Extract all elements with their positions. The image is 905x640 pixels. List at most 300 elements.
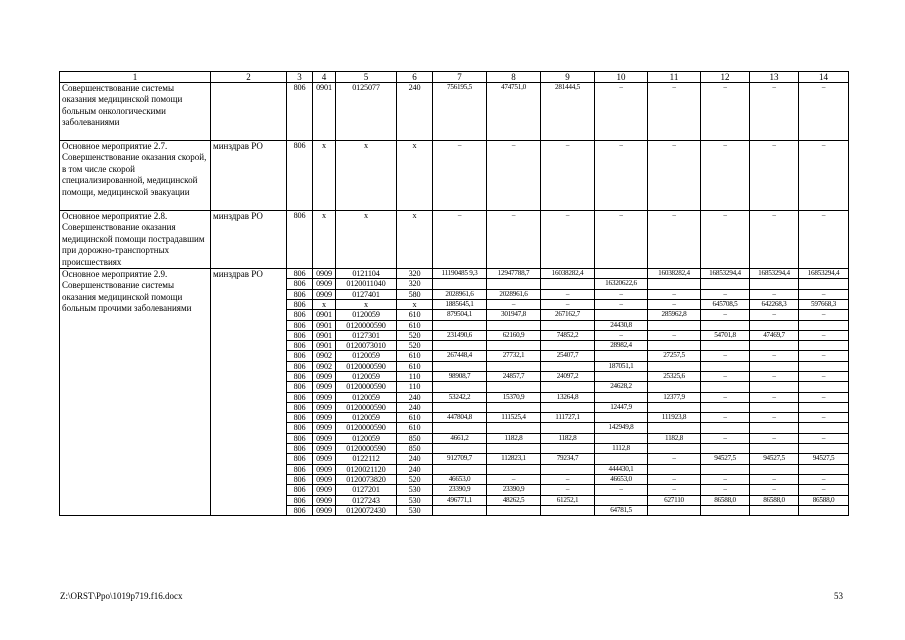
value-cell: – (595, 330, 648, 340)
value-cell: – (648, 485, 701, 495)
header-cell: 9 (541, 72, 595, 83)
value-cell (750, 423, 799, 433)
value-cell: 627110 (648, 495, 701, 505)
value-cell: 62160,9 (487, 330, 541, 340)
value-cell: – (799, 211, 849, 269)
table-body (60, 72, 849, 516)
value-cell: 24097,2 (541, 372, 595, 382)
code-cell: 320 (397, 279, 433, 289)
value-cell: 142949,8 (595, 423, 648, 433)
value-cell (750, 320, 799, 330)
value-cell (433, 320, 487, 330)
code-cell: 806 (287, 464, 313, 474)
value-cell: 16853294,4 (750, 269, 799, 279)
code-cell: 0120072430 (336, 505, 397, 515)
header-cell: 4 (313, 72, 336, 83)
value-cell: – (750, 310, 799, 320)
value-cell (433, 341, 487, 351)
code-cell: 520 (397, 474, 433, 484)
code-cell: 0909 (313, 495, 336, 505)
value-cell: 74852,2 (541, 330, 595, 340)
code-cell: 0120059 (336, 310, 397, 320)
value-cell: 24628,2 (595, 382, 648, 392)
value-cell (648, 444, 701, 454)
measure-description: Основное мероприятие 2.7. Совершенствование оказания скорой, в том числе скорой специализированной, медицинской помощи, медицинской эвакуации (60, 141, 211, 211)
code-cell: 806 (287, 423, 313, 433)
code-cell: 530 (397, 485, 433, 495)
value-cell: – (648, 289, 701, 299)
value-cell: 16038282,4 (541, 269, 595, 279)
code-cell: 610 (397, 320, 433, 330)
code-cell: 806 (287, 351, 313, 361)
value-cell: 23390,9 (487, 485, 541, 495)
value-cell (750, 361, 799, 371)
value-cell: 267162,7 (541, 310, 595, 320)
value-cell: 474751,0 (487, 83, 541, 141)
value-cell (648, 464, 701, 474)
code-cell: 0120011040 (336, 279, 397, 289)
value-cell: – (750, 392, 799, 402)
header-cell: 6 (397, 72, 433, 83)
value-cell: – (799, 141, 849, 211)
value-cell: – (648, 211, 701, 269)
executor: минздрав РО (211, 269, 287, 516)
value-cell (595, 351, 648, 361)
value-cell (648, 320, 701, 330)
value-cell: 48262,5 (487, 495, 541, 505)
value-cell (541, 505, 595, 515)
code-cell: 806 (287, 320, 313, 330)
code-cell: 0125077 (336, 83, 397, 141)
code-cell: 0909 (313, 392, 336, 402)
value-cell: – (701, 485, 750, 495)
value-cell: 25325,6 (648, 372, 701, 382)
value-cell: – (433, 211, 487, 269)
value-cell: 47469,7 (750, 330, 799, 340)
code-cell: 0127301 (336, 330, 397, 340)
code-cell: 0120000590 (336, 402, 397, 412)
value-cell: – (433, 141, 487, 211)
value-cell (648, 402, 701, 412)
value-cell: – (799, 351, 849, 361)
code-cell: 0909 (313, 372, 336, 382)
value-cell: 285962,8 (648, 310, 701, 320)
value-cell (433, 402, 487, 412)
value-cell: 912709,7 (433, 454, 487, 464)
value-cell: – (487, 141, 541, 211)
code-cell: 0902 (313, 361, 336, 371)
value-cell: 86588,0 (701, 495, 750, 505)
value-cell (433, 464, 487, 474)
code-cell: 0120000590 (336, 444, 397, 454)
header-cell: 1 (60, 72, 211, 83)
value-cell (701, 320, 750, 330)
code-cell: 610 (397, 413, 433, 423)
value-cell: 111525,4 (487, 413, 541, 423)
code-cell: 110 (397, 372, 433, 382)
code-cell: 0122112 (336, 454, 397, 464)
value-cell: 281444,5 (541, 83, 595, 141)
value-cell (750, 505, 799, 515)
footer-file-path: Z:\ORST\Ppo\1019p719.f16.docx (60, 591, 183, 601)
value-cell (487, 361, 541, 371)
code-cell: 0901 (313, 341, 336, 351)
value-cell (433, 505, 487, 515)
value-cell: 645708,5 (701, 299, 750, 309)
value-cell (541, 402, 595, 412)
value-cell (541, 464, 595, 474)
value-cell: – (750, 211, 799, 269)
header-cell: 12 (701, 72, 750, 83)
value-cell (750, 464, 799, 474)
code-cell: 0120059 (336, 351, 397, 361)
value-cell: – (648, 83, 701, 141)
code-cell: 0120000590 (336, 361, 397, 371)
value-cell: – (487, 299, 541, 309)
value-cell: – (701, 83, 750, 141)
code-cell: х (313, 141, 336, 211)
value-cell (487, 402, 541, 412)
value-cell: – (701, 372, 750, 382)
value-cell (648, 382, 701, 392)
code-cell: х (336, 141, 397, 211)
code-cell: 806 (287, 505, 313, 515)
value-cell: – (541, 474, 595, 484)
value-cell (595, 454, 648, 464)
value-cell (799, 423, 849, 433)
value-cell (799, 402, 849, 412)
code-cell: х (397, 299, 433, 309)
value-cell: – (750, 474, 799, 484)
value-cell: 53242,2 (433, 392, 487, 402)
value-cell (750, 382, 799, 392)
value-cell: 46653,0 (433, 474, 487, 484)
value-cell (799, 320, 849, 330)
value-cell (487, 382, 541, 392)
header-row (60, 72, 849, 83)
table-row (60, 141, 849, 211)
value-cell: – (750, 83, 799, 141)
value-cell (750, 341, 799, 351)
value-cell: – (750, 289, 799, 299)
value-cell (701, 402, 750, 412)
code-cell: 806 (287, 330, 313, 340)
value-cell (595, 495, 648, 505)
header-cell: 8 (487, 72, 541, 83)
value-cell: 4661,2 (433, 433, 487, 443)
code-cell: 850 (397, 444, 433, 454)
value-cell (541, 320, 595, 330)
code-cell: 0909 (313, 289, 336, 299)
value-cell (750, 279, 799, 289)
value-cell: 879504,1 (433, 310, 487, 320)
code-cell: 520 (397, 341, 433, 351)
value-cell: 756195,5 (433, 83, 487, 141)
code-cell: 806 (287, 279, 313, 289)
value-cell (750, 402, 799, 412)
value-cell: – (799, 289, 849, 299)
code-cell: 0120059 (336, 372, 397, 382)
value-cell (541, 361, 595, 371)
value-cell (487, 423, 541, 433)
code-cell: 530 (397, 505, 433, 515)
value-cell: 16853294,4 (701, 269, 750, 279)
measure-description: Совершенствование системы оказания медицинской помощи больным онкологическими заболеваниями (60, 83, 211, 141)
code-cell: 806 (287, 299, 313, 309)
value-cell: 94527,5 (701, 454, 750, 464)
value-cell (595, 310, 648, 320)
value-cell (487, 279, 541, 289)
value-cell (701, 361, 750, 371)
value-cell: 1182,8 (487, 433, 541, 443)
value-cell: 111923,8 (648, 413, 701, 423)
code-cell: 806 (287, 83, 313, 141)
code-cell: 0909 (313, 279, 336, 289)
value-cell: – (750, 141, 799, 211)
header-cell: 14 (799, 72, 849, 83)
code-cell: 520 (397, 330, 433, 340)
code-cell: 806 (287, 361, 313, 371)
value-cell: 25407,7 (541, 351, 595, 361)
value-cell: – (750, 351, 799, 361)
value-cell (433, 361, 487, 371)
code-cell: 240 (397, 454, 433, 464)
value-cell: 267448,4 (433, 351, 487, 361)
code-cell: 806 (287, 433, 313, 443)
value-cell (799, 464, 849, 474)
value-cell: – (799, 413, 849, 423)
value-cell (648, 505, 701, 515)
value-cell: – (750, 372, 799, 382)
code-cell: 0127243 (336, 495, 397, 505)
header-cell: 3 (287, 72, 313, 83)
code-cell: 0909 (313, 423, 336, 433)
executor: минздрав РО (211, 211, 287, 269)
executor (211, 83, 287, 141)
code-cell: 0120073010 (336, 341, 397, 351)
value-cell (701, 423, 750, 433)
measure-description: Основное мероприятие 2.9. Совершенствование системы оказания медицинской помощи больным прочими заболеваниями (60, 269, 211, 516)
value-cell: 86588,0 (750, 495, 799, 505)
code-cell: 240 (397, 392, 433, 402)
code-cell: 0120059 (336, 413, 397, 423)
header-cell: 2 (211, 72, 287, 83)
value-cell: – (701, 392, 750, 402)
value-cell (433, 279, 487, 289)
code-cell: х (313, 299, 336, 309)
value-cell: – (750, 433, 799, 443)
table-row (60, 269, 849, 279)
value-cell (433, 423, 487, 433)
value-cell: – (648, 299, 701, 309)
page-number: 53 (834, 591, 843, 601)
code-cell: 110 (397, 382, 433, 392)
code-cell: х (397, 141, 433, 211)
header-cell: 10 (595, 72, 648, 83)
value-cell: – (648, 330, 701, 340)
code-cell: х (336, 211, 397, 269)
code-cell: 806 (287, 454, 313, 464)
value-cell: – (487, 211, 541, 269)
value-cell: 12447,9 (595, 402, 648, 412)
value-cell: – (595, 211, 648, 269)
value-cell: – (750, 485, 799, 495)
value-cell (595, 392, 648, 402)
value-cell (541, 423, 595, 433)
value-cell (648, 423, 701, 433)
value-cell: – (541, 141, 595, 211)
value-cell: – (701, 433, 750, 443)
code-cell: 0901 (313, 320, 336, 330)
value-cell: – (541, 289, 595, 299)
value-cell (799, 382, 849, 392)
code-cell: 0909 (313, 485, 336, 495)
code-cell: 610 (397, 361, 433, 371)
value-cell: – (799, 372, 849, 382)
value-cell: 12947788,7 (487, 269, 541, 279)
value-cell (799, 444, 849, 454)
value-cell: 94527,5 (750, 454, 799, 464)
code-cell: 240 (397, 402, 433, 412)
code-cell: 0909 (313, 413, 336, 423)
code-cell: 320 (397, 269, 433, 279)
code-cell: 806 (287, 211, 313, 269)
code-cell: 0120000590 (336, 382, 397, 392)
value-cell (595, 372, 648, 382)
value-cell: – (648, 454, 701, 464)
value-cell: – (701, 413, 750, 423)
value-cell (487, 320, 541, 330)
value-cell (648, 361, 701, 371)
value-cell: – (799, 392, 849, 402)
value-cell: – (750, 413, 799, 423)
value-cell: 444430,1 (595, 464, 648, 474)
value-cell (541, 444, 595, 454)
value-cell: – (799, 485, 849, 495)
code-cell: 0127401 (336, 289, 397, 299)
value-cell: – (595, 289, 648, 299)
value-cell (701, 341, 750, 351)
value-cell: 1885645,1 (433, 299, 487, 309)
code-cell: 0909 (313, 474, 336, 484)
value-cell: 27732,1 (487, 351, 541, 361)
code-cell: 610 (397, 310, 433, 320)
value-cell: 2028961,6 (433, 289, 487, 299)
value-cell: – (701, 289, 750, 299)
value-cell: – (648, 141, 701, 211)
value-cell: – (648, 474, 701, 484)
value-cell: 16853294,4 (799, 269, 849, 279)
value-cell (595, 269, 648, 279)
value-cell (487, 505, 541, 515)
value-cell: 12377,9 (648, 392, 701, 402)
budget-table (59, 71, 849, 516)
code-cell: 0120059 (336, 392, 397, 402)
value-cell: – (799, 433, 849, 443)
code-cell: 0121104 (336, 269, 397, 279)
code-cell: 0909 (313, 444, 336, 454)
code-cell: 0120059 (336, 433, 397, 443)
value-cell (541, 279, 595, 289)
value-cell: 94527,5 (799, 454, 849, 464)
value-cell: – (799, 474, 849, 484)
code-cell: 0902 (313, 351, 336, 361)
code-cell: 0120021120 (336, 464, 397, 474)
code-cell: 0901 (313, 83, 336, 141)
code-cell: 0909 (313, 269, 336, 279)
value-cell (750, 444, 799, 454)
value-cell (487, 341, 541, 351)
value-cell (701, 444, 750, 454)
code-cell: 806 (287, 141, 313, 211)
value-cell: – (595, 83, 648, 141)
value-cell: 13264,8 (541, 392, 595, 402)
code-cell: 0909 (313, 382, 336, 392)
code-cell: 580 (397, 289, 433, 299)
value-cell: – (595, 485, 648, 495)
code-cell: 806 (287, 341, 313, 351)
value-cell (595, 413, 648, 423)
code-cell: 806 (287, 392, 313, 402)
value-cell: 79234,7 (541, 454, 595, 464)
code-cell: 806 (287, 269, 313, 279)
value-cell: – (701, 211, 750, 269)
value-cell (541, 341, 595, 351)
value-cell: – (595, 141, 648, 211)
code-cell: 0901 (313, 310, 336, 320)
value-cell: 2028961,6 (487, 289, 541, 299)
value-cell (433, 382, 487, 392)
value-cell: 1112,8 (595, 444, 648, 454)
value-cell: – (541, 485, 595, 495)
value-cell: – (701, 141, 750, 211)
value-cell: 27257,5 (648, 351, 701, 361)
code-cell: 0127201 (336, 485, 397, 495)
code-cell: 806 (287, 474, 313, 484)
code-cell: 850 (397, 433, 433, 443)
value-cell: – (799, 330, 849, 340)
value-cell: 16320622,6 (595, 279, 648, 289)
header-cell: 11 (648, 72, 701, 83)
value-cell (487, 444, 541, 454)
value-cell: – (487, 474, 541, 484)
code-cell: х (397, 211, 433, 269)
code-cell: 806 (287, 413, 313, 423)
value-cell (799, 279, 849, 289)
code-cell: 0901 (313, 330, 336, 340)
value-cell: 112823,1 (487, 454, 541, 464)
value-cell: 447804,8 (433, 413, 487, 423)
code-cell: 0909 (313, 505, 336, 515)
value-cell: 15370,9 (487, 392, 541, 402)
value-cell: 231490,6 (433, 330, 487, 340)
code-cell: 0909 (313, 454, 336, 464)
value-cell: – (541, 299, 595, 309)
value-cell (701, 464, 750, 474)
value-cell (648, 279, 701, 289)
header-cell: 7 (433, 72, 487, 83)
value-cell (799, 361, 849, 371)
value-cell: 11190485 9,3 (433, 269, 487, 279)
value-cell: – (799, 310, 849, 320)
value-cell: 86588,0 (799, 495, 849, 505)
value-cell: – (595, 299, 648, 309)
code-cell: 0909 (313, 433, 336, 443)
value-cell (701, 279, 750, 289)
value-cell: 61252,1 (541, 495, 595, 505)
value-cell: 1182,8 (648, 433, 701, 443)
value-cell: 98908,7 (433, 372, 487, 382)
